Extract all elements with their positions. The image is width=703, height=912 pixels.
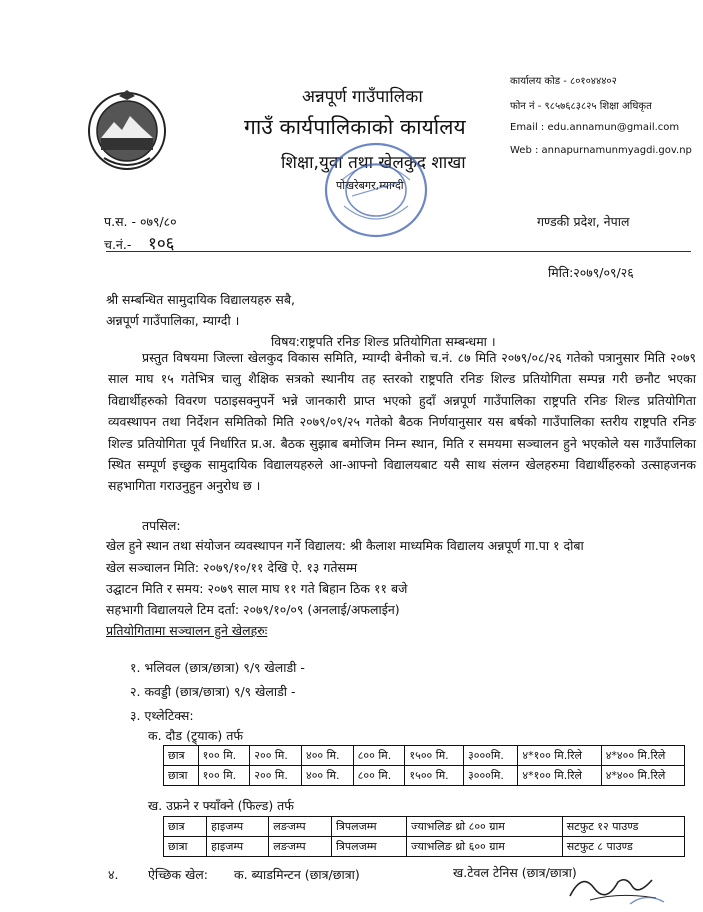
phone-number: फोन नं - ९८५७६८३८२५ शिक्षा अधिकृत [510, 101, 652, 112]
table-cell: छात्र [164, 817, 207, 837]
office-code: कार्यालय कोड - ८०१०४४४०२ [510, 76, 617, 87]
table-cell: ४*४०० मि.रिले [601, 746, 684, 766]
table-cell: सटफुट १२ पाउण्ड [562, 817, 684, 837]
field-events-table [163, 816, 685, 857]
table-cell: हाइजम्प [207, 817, 269, 837]
table-cell: ३०००मि. [464, 746, 518, 766]
optional-game-table-tennis: ख.टेवल टेनिस (छात्र/छात्रा) [453, 865, 577, 880]
game-volleyball: १. भलिवल (छात्र/छात्रा) ९/९ खेलाडी - [130, 660, 305, 675]
table-cell: ४*१०० मि.रिले [518, 746, 601, 766]
office-location: पोखरेबगर,म्याग्दी [336, 179, 404, 192]
games-heading: प्रतियोगितामा सञ्चालन हुने खेलहरुः [106, 623, 268, 638]
field-heading: ख. उफ्रने र फ्याँक्ने (फिल्ड) तर्फ [148, 798, 294, 813]
website: Web : annapurnamunmyagdi.gov.np [510, 145, 692, 156]
table-cell: त्रिपलजम्म [331, 817, 406, 837]
details-heading: तपसिल: [142, 518, 181, 533]
addressee-line-1: श्री सम्बन्धित सामुदायिक विद्यालयहरु सबै, [106, 292, 295, 307]
registration-line: सहभागी विद्यालयले टिम दर्ता: २०७९/१०/०९ (अनलाई/अफलाईन) [106, 602, 400, 617]
header-divider [106, 251, 691, 252]
table-cell: लङजम्प [269, 817, 332, 837]
table-cell: २०० मि. [250, 746, 302, 766]
optional-game-badminton: क. ब्याडमिन्टन (छात्र/छात्रा) [234, 867, 360, 882]
table-cell: ४०० मि. [301, 746, 353, 766]
section-name: शिक्षा,युवा तथा खेलकुद शाखा [281, 153, 466, 173]
table-cell: छात्र [164, 746, 199, 766]
reference-number: प.स. - ०७९/८० [104, 214, 177, 229]
table-cell: ४*४०० मि.रिले [601, 766, 684, 786]
dispatch-number: १०६ [148, 234, 175, 254]
game-athletics: ३. एथ्लेटिक्स: [130, 708, 194, 723]
table-cell: १५०० मि. [405, 766, 464, 786]
table-cell: २०० मि. [250, 766, 302, 786]
dates-line: खेल सञ्चालन मिति: २०७९/१०/११ देखि ऐ. १३ गतेसम्म [106, 560, 358, 575]
signature-icon [560, 862, 670, 908]
letter-body: प्रस्तुत विषयमा जिल्ला खेलकुद विकास समिति, म्याग्दी बेनीको च.नं. ८७ मिति २०७९/०८/२६ गतेको पत्रानुसार मिति २०७९ साल माघ १५ गतेभित्र चालु शैक्षिक सत्रको स्थानीय तह स्तरको राष्ट्रपति रनिङ शिल्ड प्रतियोगिता सम्पन्न गरी छनौट भएका विद्यार्थीहरुको विवरण पठाइसक्नुपर्ने भन्ने जानकारी प्राप्त भएको हुदाँ अन्नपूर्ण गाउँपालिका राष्ट्रपति रनिङ शिल्ड प्रतियोगिता व्यवस्थापन तथा निर्देशन समितिको मिति २०७९/०९/२५ गतेको बैठक निर्णयानुसार यस बर्षको गाउँपालिका स्तरीय राष्ट्रपति रनिङ शिल्ड प्रतियोगिता पूर्व निर्धारित प्र.अ. बैठक सुझाब बमोजिम निम्न स्थान, मिति र समयमा सञ्चालन हुने भएकोले यस गाउँपालिका स्थित सम्पूर्ण इच्छुक सामुदायिक विद्यालयहरुले आ-आफ्नो विद्यालयबाट यसै साथ संलग्न खेलहरुमा विद्यार्थीहरुको उत्साहजनक सहभागिता गराउनुहुन अनुरोध छ । [108, 350, 696, 494]
optional-games-number: ४. [108, 867, 119, 882]
venue-line: खेल हुने स्थान तथा संयोजन व्यवस्थापन गर्ने विद्यालय: श्री कैलाश माध्यमिक विद्यालय अन्नपूर्ण गा.पा १ दोबा [106, 538, 584, 553]
email-address: Email : edu.annamun@gmail.com [510, 122, 680, 133]
municipality-name: अन्नपूर्ण गाउँपालिका [302, 87, 423, 107]
table-row [164, 837, 685, 857]
table-cell: सटफुट ८ पाउण्ड [562, 837, 684, 857]
table-cell: १०० मि. [198, 766, 250, 786]
table-cell: ३०००मि. [464, 766, 518, 786]
table-cell: ८०० मि. [353, 746, 405, 766]
table-row [164, 746, 685, 766]
municipal-emblem-icon [84, 86, 170, 172]
table-cell: त्रिपलजम्म [331, 837, 406, 857]
table-cell: छात्रा [164, 837, 207, 857]
table-cell: ८०० मि. [353, 766, 405, 786]
letter-date: मिति:२०७९/०९/२६ [548, 265, 634, 280]
letter-subject: विषय:राष्ट्रपति रनिङ शिल्ड प्रतियोगिता सम्बन्धमा । [271, 334, 496, 349]
table-row [164, 817, 685, 837]
dispatch-label: च.नं.- [104, 237, 132, 252]
table-cell: हाइजम्प [207, 837, 269, 857]
table-row [164, 766, 685, 786]
office-stamp-icon [322, 140, 430, 240]
game-kabaddi: २. कवड्डी (छात्र/छात्रा) ९/९ खेलाडी - [130, 684, 296, 699]
table-cell: ४*१०० मि.रिले [518, 766, 601, 786]
track-heading: क. दौड (ट्र्याक) तर्फ [148, 728, 243, 743]
table-cell: १०० मि. [198, 746, 250, 766]
table-cell: ज्याभलिङ थ्रो ८०० ग्राम [407, 817, 563, 837]
optional-games-label: ऐच्छिक खेल: [148, 867, 208, 882]
province-name: गण्डकी प्रदेश, नेपाल [537, 214, 630, 229]
table-cell: छात्रा [164, 766, 199, 786]
inauguration-line: उद्घाटन मिति र समय: २०७९ साल माघ ११ गते बिहान ठिक ११ बजे [106, 581, 408, 596]
table-cell: लङजम्प [269, 837, 332, 857]
table-cell: ४०० मि. [301, 766, 353, 786]
addressee-line-2: अन्नपूर्ण गाउँपालिका, म्याग्दी । [106, 313, 240, 328]
office-name: गाउँ कार्यपालिकाको कार्यालय [244, 115, 466, 139]
track-events-table [163, 745, 685, 786]
table-cell: १५०० मि. [405, 746, 464, 766]
table-cell: ज्याभलिङ थ्रो ६०० ग्राम [407, 837, 563, 857]
